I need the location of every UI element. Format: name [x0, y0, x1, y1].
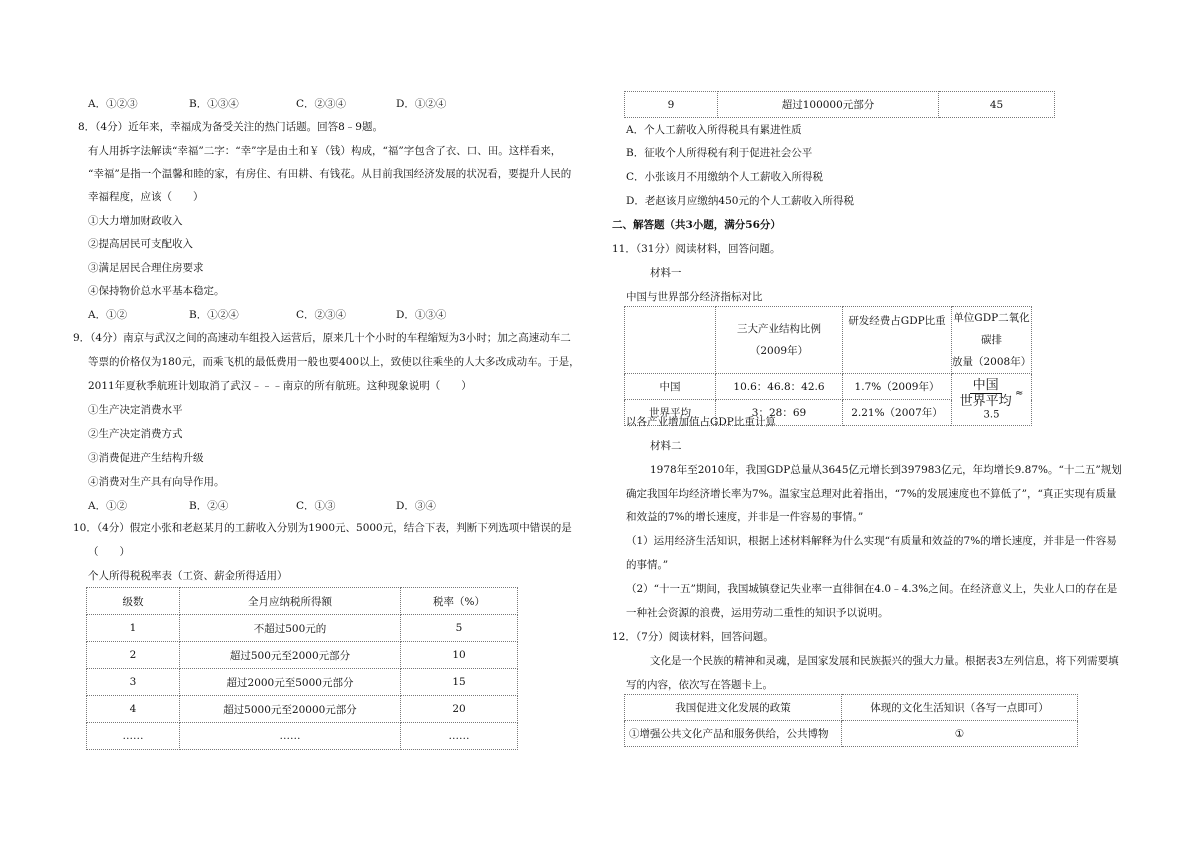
q10-option-c: C．小张该月不用缴纳个人工薪收入所得税	[626, 171, 824, 183]
economy-table-title: 中国与世界部分经济指标对比	[626, 291, 763, 303]
table-cell: ……	[401, 723, 518, 750]
table-cell: 4	[87, 696, 180, 723]
section-heading: 二、解答题（共3小题，满分56分）	[612, 219, 781, 231]
table-cell	[952, 374, 1032, 426]
table-cell: ①	[842, 721, 1078, 747]
q11-heading: 11．（31分）阅读材料，回答问题。	[612, 243, 781, 255]
q12-text-line: 文化是一个民族的精神和灵魂，是国家发展和民族振兴的强大力量。根据表3左列信息，将下列需要填	[650, 655, 1119, 667]
table-cell: 20	[401, 696, 518, 723]
q10-text-line: 10．（4分）假定小张和老赵某月的工薪收入分别为1900元、5000元，结合下表，判断下列选项中错误的是	[73, 522, 572, 534]
q7-option-a: A．①②③	[88, 98, 138, 110]
table-row	[625, 92, 1055, 118]
table-cell: 15	[401, 669, 518, 696]
table-row	[87, 615, 518, 642]
table-cell: 10.6：46.8：42.6	[716, 374, 843, 400]
material-two-label: 材料二	[650, 440, 682, 452]
fraction-denominator: 世界平均	[959, 394, 1012, 409]
table-header-cell	[952, 307, 1032, 374]
table-header-row	[625, 307, 1032, 374]
q8-item: ②提高居民可支配收入	[88, 238, 193, 250]
q9-item: ①生产决定消费水平	[88, 404, 183, 416]
q10-text-line: （ ）	[88, 546, 130, 558]
table-cell: 不超过500元的	[180, 615, 401, 642]
fraction-value: ≈ 3.5	[983, 388, 1024, 421]
tax-table-caption: 个人所得税税率表（工资、薪金所得适用）	[88, 570, 288, 582]
q8-item: ③满足居民合理住房要求	[88, 262, 204, 274]
q7-option-b: B．①③④	[189, 98, 239, 110]
q8-option-c: C．②③④	[296, 309, 347, 321]
q8-text-line: 幸福程度，应该（ ）	[88, 191, 204, 203]
q8-text-line: “幸福”是指一个温馨和睦的家，有房住、有田耕、有钱花。从目前我国经济发展的状况看，要提升人民的	[88, 168, 572, 180]
q8-option-b: B．①②④	[189, 309, 239, 321]
material-two-line: 和效益的7%的增长速度，并非是一件容易的事情。”	[626, 511, 864, 523]
q10-option-a: A．个人工薪收入所得税具有累进性质	[626, 124, 802, 136]
q7-option-c: C．②③④	[296, 98, 347, 110]
table-header-cell	[716, 307, 843, 374]
header-line: 三大产业结构比例	[737, 323, 821, 335]
table-cell: 超过100000元部分	[718, 92, 939, 118]
table-row	[625, 374, 1032, 400]
table-cell: 中国	[625, 374, 716, 400]
table-header-cell: 我国促进文化发展的政策	[625, 695, 842, 721]
table-cell: ……	[87, 723, 180, 750]
tax-rate-table	[86, 587, 518, 750]
q9-option-a: A．①②	[88, 500, 128, 512]
q11-sub1-line: 的事情。”	[626, 559, 669, 571]
table-cell: ①增强公共文化产品和服务供给，公共博物	[625, 721, 842, 747]
material-two-line: 1978年至2010年，我国GDP总量从3645亿元增长到397983亿元，年均增长9.87%。“十二五”规划	[650, 464, 1122, 476]
economy-indicator-table	[624, 306, 1032, 426]
table-cell: 2	[87, 642, 180, 669]
table-header-row	[87, 588, 518, 615]
q7-option-d: D．①②④	[396, 98, 447, 110]
q9-text-line: 等票的价格仅为180元，而乘飞机的最低费用一般也要400以上，致使以往乘坐的人大多改成动车。于是，	[88, 356, 580, 368]
table-cell: 3：28：69	[716, 400, 843, 426]
q10-option-d: D．老赵该月应缴纳450元的个人工薪收入所得税	[626, 195, 854, 207]
table-row	[87, 669, 518, 696]
header-line: 单位GDP二氧化碳排	[953, 312, 1030, 346]
q8-option-a: A．①②	[88, 309, 128, 321]
table-header-cell: 体现的文化生活知识（各写一点即可）	[842, 695, 1078, 721]
table-header-cell: 税率（%）	[401, 588, 518, 615]
fraction-numerator: 中国	[970, 378, 1002, 394]
q9-option-d: D．③④	[396, 500, 436, 512]
table-cell: 5	[401, 615, 518, 642]
table-cell: 超过5000元至20000元部分	[180, 696, 401, 723]
q12-heading: 12．（7分）阅读材料，回答问题。	[612, 631, 774, 643]
table-cell: 超过2000元至5000元部分	[180, 669, 401, 696]
table-row	[87, 696, 518, 723]
q11-sub1-line: （1）运用经济生活知识，根据上述材料解释为什么实现“有质量和效益的7%的增长速度，并非是一件容易	[626, 535, 1117, 547]
q9-option-c: C．①③	[296, 500, 336, 512]
table-header-row	[625, 695, 1078, 721]
q8-heading: 8．（4分）近年来，幸福成为备受关注的热门话题。回答8﹣9题。	[78, 121, 383, 133]
table-header-cell: 研发经费占GDP比重	[843, 307, 952, 374]
table-note: 以各产业增加值占GDP比重计算	[626, 416, 776, 428]
table-cell: 2.21%（2007年）	[843, 400, 952, 426]
table-header-cell: 全月应纳税所得额	[180, 588, 401, 615]
table-cell: 45	[939, 92, 1055, 118]
q8-item: ①大力增加财政收入	[88, 215, 183, 227]
q9-text-line: 2011年夏秋季航班计划取消了武汉﹣﹣﹣南京的所有航班。这种现象说明（ ）	[88, 380, 472, 392]
table-row	[87, 642, 518, 669]
q11-sub2-line: （2）“十一五”期间，我国城镇登记失业率一直徘徊在4.0﹣4.3%之间。在经济意义上，失业人口的存在是	[626, 583, 1118, 595]
q8-text-line: 有人用拆字法解读“幸福”二字：“幸”字是由土和￥（钱）构成，“福”字包含了衣、口、田。这样看来，	[88, 145, 562, 157]
header-line: （2009年）	[749, 345, 809, 357]
q10-option-b: B．征收个人所得税有利于促进社会公平	[626, 147, 813, 159]
q9-text-line: 9．（4分）南京与武汉之间的高速动车组投入运营后，原来几十个小时的车程缩短为3小时；加之高速动车二	[73, 332, 571, 344]
culture-policy-table	[624, 694, 1078, 747]
table-cell: 10	[401, 642, 518, 669]
q9-item: ③消费促进产生结构升级	[88, 452, 204, 464]
q9-option-b: B．②④	[189, 500, 229, 512]
table-row	[625, 721, 1078, 747]
table-cell: 1.7%（2009年）	[843, 374, 952, 400]
table-cell: 超过500元至2000元部分	[180, 642, 401, 669]
table-cell: 9	[625, 92, 718, 118]
q9-item: ④消费对生产具有向导作用。	[88, 476, 225, 488]
table-cell: 3	[87, 669, 180, 696]
ratio-fraction	[960, 378, 1012, 409]
q8-item: ④保持物价总水平基本稳定。	[88, 285, 225, 297]
table-header-cell: 级数	[87, 588, 180, 615]
q12-text-line: 写的内容，依次写在答题卡上。	[626, 679, 773, 691]
table-cell: 世界平均	[625, 400, 716, 426]
q8-option-d: D．①③④	[396, 309, 447, 321]
table-cell: ……	[180, 723, 401, 750]
q9-item: ②生产决定消费方式	[88, 428, 183, 440]
header-line: 放量（2008年）	[952, 356, 1032, 368]
q11-sub2-line: 一种社会资源的浪费，运用劳动二重性的知识予以说明。	[626, 607, 889, 619]
tax-rate-table-continued	[624, 91, 1055, 118]
table-row	[87, 723, 518, 750]
table-cell: 1	[87, 615, 180, 642]
table-header-cell	[625, 307, 716, 374]
material-two-line: 确定我国年均经济增长率为7%。温家宝总理对此着指出，“7%的发展速度也不算低了”，“真正实现有质量	[626, 488, 1117, 500]
material-one-label: 材料一	[650, 267, 682, 279]
